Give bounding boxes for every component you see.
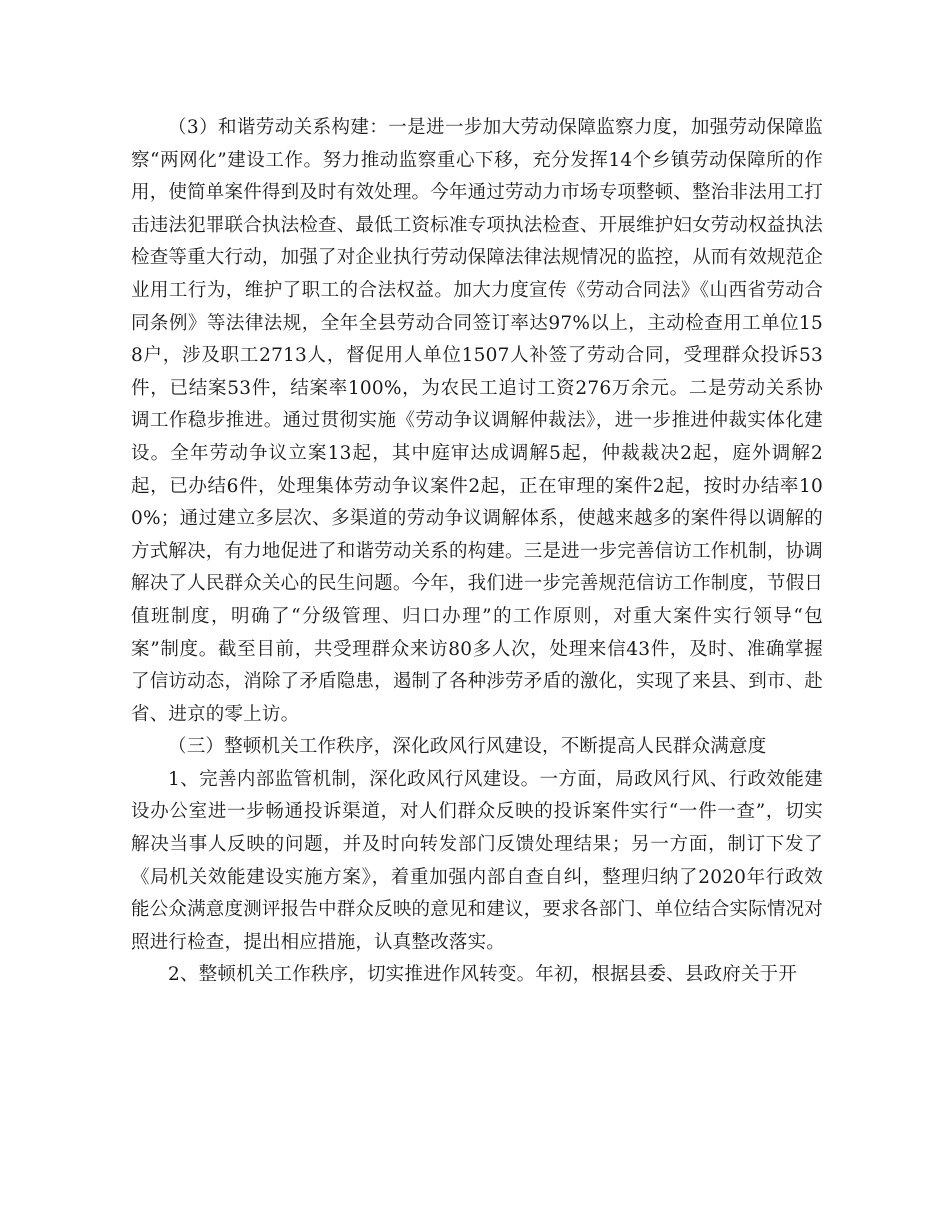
section-heading-three: （三）整顿机关工作秩序，深化政风行风建设，不断提高人民群众满意度 bbox=[168, 736, 767, 758]
paragraph-internal-supervision: 1、完善内部监管机制，深化政风行风建设。一方面，局政风行风、行政效能建设办公室进一步畅通投诉渠道，对人们群众反映的投诉案件实行“一件一查”，切实解决当事人反映的问题，并及时向转发部门反馈处理结果；另一方面，制订下发了《局机关效能建设实施方案》，着重加强内部自查自纠，整理归纳了2020年行政效能公众满意度测评报告中群众反映的意见和建议，要求各部门、单位结合实际情况对照进行检查，提出相应措施，认真整改落实。 bbox=[131, 768, 823, 953]
paragraph-labor-relations: （3）和谐劳动关系构建：一是进一步加大劳动保障监察力度，加强劳动保障监察“两网化”建设工作。努力推动监察重心下移，充分发挥14个乡镇劳动保障所的作用，使简单案件得到及时有效处理。今年通过劳动力市场专项整顿、整治非法用工打击违法犯罪联合执法检查、最低工资标准专项执法检查、开展维护妇女劳动权益执法检查等重大行动，加强了对企业执行劳动保障法律法规情况的监控，从而有效规范企业用工行为，维护了职工的合法权益。加大力度宣传《劳动合同法》《山西省劳动合同条例》等法律法规，全年全县劳动合同签订率达97%以上，主动检查用工单位158户，涉及职工2713人，督促用人单位1507人补签了劳动合同，受理群众投诉53件，已结案53件，结案率100%，为农民工追讨工资276万余元。二是劳动关系协调工作稳步推进。通过贯彻实施《劳动争议调解仲裁法》，进一步推进仲裁实体化建设。全年劳动争议立案13起，其中庭审达成调解5起，仲裁裁决2起，庭外调解2起，已办结6件，处理集体劳动争议案件2起，正在审理的案件2起，按时办结率100%；通过建立多层次、多渠道的劳动争议调解体系，使越来越多的案件得以调解的方式解决，有力地促进了和谐劳动关系的构建。三是进一步完善信访工作机制，协调解决了人民群众关心的民生问题。今年，我们进一步完善规范信访工作制度，节假日值班制度，明确了“分级管理、归口办理”的工作原则，对重大案件实行领导“包案”制度。截至目前，共受理群众来访80多人次，处理来信43件，及时、准确掌握了信访动态，消除了矛盾隐患，遏制了各种涉劳矛盾的激化，实现了来县、到市、赴省、进京的零上访。 bbox=[131, 117, 823, 725]
paragraph-work-order: 2、整顿机关工作秩序，切实推进作风转变。年初，根据县委、县政府关于开 bbox=[168, 964, 798, 986]
document-page bbox=[131, 112, 823, 992]
